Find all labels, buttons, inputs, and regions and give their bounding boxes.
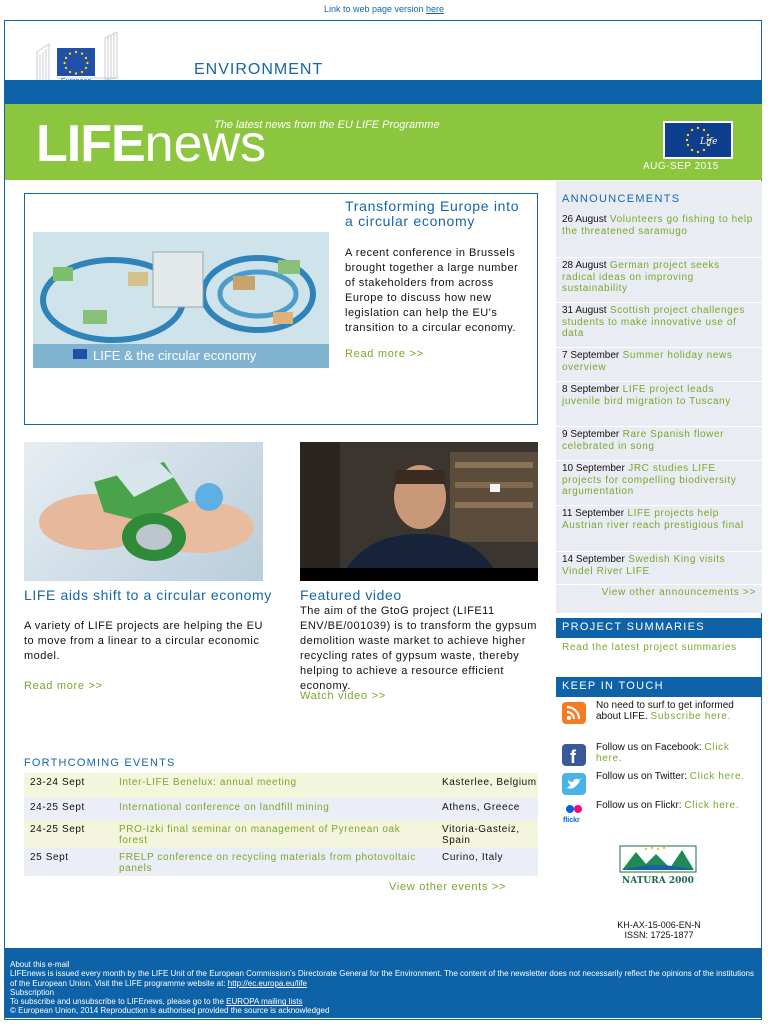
web-version-bar bbox=[0, 4, 768, 14]
announcement-item[interactable] bbox=[556, 348, 762, 382]
event-location: Kasterlee, Belgium bbox=[442, 777, 537, 788]
web-version-text: Link to web page version bbox=[323, 4, 427, 14]
announcement-item[interactable] bbox=[556, 506, 762, 552]
feature-read-more-link[interactable]: Read more >> bbox=[345, 348, 424, 360]
announcement-item[interactable] bbox=[556, 461, 762, 506]
natura-label: NATURA 2000 bbox=[622, 876, 694, 886]
event-date: 24-25 Sept bbox=[30, 802, 85, 813]
web-version-link[interactable]: here bbox=[426, 4, 445, 14]
announcement-date: 8 September bbox=[562, 384, 620, 395]
view-other-events-link[interactable]: View other events >> bbox=[389, 881, 507, 893]
event-date: 25 Sept bbox=[30, 852, 69, 863]
announcement-item[interactable] bbox=[556, 212, 762, 258]
life-flag-icon bbox=[663, 121, 733, 159]
facebook-follow[interactable] bbox=[562, 742, 762, 770]
event-location: Athens, Greece bbox=[442, 802, 520, 813]
announcement-item[interactable] bbox=[556, 382, 762, 427]
announcement-link[interactable]: Summer holiday news overview bbox=[562, 350, 733, 373]
announcement-date: 26 August bbox=[562, 214, 607, 225]
rss-subscribe[interactable] bbox=[562, 700, 762, 728]
svg-text:flickr: flickr bbox=[563, 817, 580, 824]
featured-video-body: The aim of the GtoG project (LIFE11 ENV/BE/001039) is to transform the gypsum demolition waste market to achieve higher recycling rates of gypsum waste, thereby helping to achieve a resource efficient economy. bbox=[300, 605, 537, 692]
flickr-text: Follow us on Flickr: Click here. bbox=[596, 800, 740, 811]
logo-life: LIFE bbox=[36, 115, 145, 173]
announcement-date: 31 August bbox=[562, 305, 607, 316]
twitter-text: Follow us on Twitter: Click here. bbox=[596, 771, 745, 782]
watch-video-link[interactable]: Watch video >> bbox=[300, 690, 386, 702]
mailing-lists-link[interactable]: EUROPA mailing lists bbox=[226, 997, 303, 1007]
subscription-text: To subscribe and unsubscribe to LIFEnews, please go to the EUROPA mailing lists bbox=[10, 997, 303, 1007]
svg-text:f: f bbox=[570, 747, 576, 766]
issn-number: ISSN: 1725-1877 bbox=[624, 930, 694, 940]
announcement-link[interactable]: Volunteers go fishing to help the threatened saramugo bbox=[562, 214, 753, 237]
announcement-link[interactable]: Scottish project challenges students to make innovative use of data bbox=[562, 305, 746, 339]
rss-icon[interactable] bbox=[562, 702, 586, 724]
facebook-link[interactable]: Click here. bbox=[596, 742, 730, 764]
flickr-icon[interactable] bbox=[562, 802, 586, 824]
flickr-follow[interactable] bbox=[562, 800, 762, 828]
event-link[interactable]: FRELP conference on recycling materials from photovoltaic panels bbox=[119, 852, 416, 874]
announcement-link[interactable]: LIFE project leads juvenile bird migration to Tuscany bbox=[562, 384, 731, 407]
section-title: ENVIRONMENT bbox=[194, 61, 324, 78]
announcement-item[interactable] bbox=[556, 303, 762, 348]
featured-video-title[interactable]: Featured video bbox=[300, 587, 402, 603]
announcements-heading: ANNOUNCEMENTS bbox=[562, 193, 681, 205]
natura-2000-logo bbox=[616, 842, 700, 886]
announcement-link[interactable]: JRC studies LIFE projects for compelling biodiversity argumentation bbox=[562, 463, 737, 497]
feature-title[interactable]: Transforming Europe into a circular economy bbox=[345, 198, 520, 229]
circular-economy-article-body: A variety of LIFE projects are helping the EU to move from a linear to a circular economic model. bbox=[24, 620, 263, 662]
announcement-item[interactable] bbox=[556, 258, 762, 303]
announcement-date: 9 September bbox=[562, 429, 620, 440]
life-website-link[interactable]: http://ec.europa.eu/life bbox=[227, 978, 307, 988]
rss-subscribe-link[interactable]: Subscribe here. bbox=[650, 711, 732, 722]
footer bbox=[5, 948, 762, 1018]
event-date: 23-24 Sept bbox=[30, 777, 85, 788]
twitter-follow[interactable] bbox=[562, 771, 762, 799]
event-location: Curino, Italy bbox=[442, 852, 504, 863]
issn-block bbox=[606, 920, 712, 940]
project-summaries-heading: PROJECT SUMMARIES bbox=[556, 618, 762, 638]
event-link[interactable]: Inter-LIFE Benelux: annual meeting bbox=[119, 777, 297, 788]
event-row bbox=[24, 798, 538, 820]
logo-news: news bbox=[144, 115, 267, 173]
featured-video-thumbnail[interactable] bbox=[300, 442, 538, 581]
event-row bbox=[24, 773, 538, 798]
issue-date: AUG-SEP 2015 bbox=[643, 161, 719, 172]
subscription-heading: Subscription bbox=[10, 987, 55, 997]
announcement-link[interactable]: Swedish King visits Vindel River LIFE bbox=[562, 554, 726, 577]
facebook-text: Follow us on Facebook: Click here. bbox=[596, 742, 730, 764]
event-link[interactable]: PRO-Izki final seminar on management of Pyrenean oak forest bbox=[119, 824, 401, 846]
announcement-link[interactable]: Rare Spanish flower celebrated in song bbox=[562, 429, 725, 452]
announcement-link[interactable]: German project seeks radical ideas on improving sustainability bbox=[562, 260, 720, 294]
about-heading: About this e-mail bbox=[10, 960, 70, 969]
crushed-cans-image[interactable] bbox=[24, 442, 263, 581]
about-text: LIFEnews is issued every month by the LIFE Unit of the European Commission's Directorate General for the Environment. The content of the newsletter does not necessarily reflect the opinions of the institutions of the European Union. Visit the LIFE programme website at: http://ec.europa.eu/life bbox=[10, 969, 754, 988]
tagline: The latest news from the EU LIFE Programme bbox=[214, 119, 440, 131]
announcement-date: 10 September bbox=[562, 463, 625, 474]
view-other-announcements-link[interactable]: View other announcements >> bbox=[601, 587, 756, 598]
twitter-icon[interactable] bbox=[562, 773, 586, 795]
events-heading: FORTHCOMING EVENTS bbox=[24, 757, 176, 769]
circular-economy-image[interactable] bbox=[33, 232, 329, 368]
rss-text: No need to surf to get informed about LIFE. Subscribe here. bbox=[596, 700, 734, 722]
circular-economy-article-title[interactable]: LIFE aids shift to a circular economy bbox=[24, 587, 272, 603]
event-date: 24-25 Sept bbox=[30, 824, 85, 835]
announcement-date: 7 September bbox=[562, 350, 620, 361]
twitter-link[interactable]: Click here. bbox=[689, 771, 745, 782]
flag-text: Life bbox=[700, 137, 718, 147]
keep-in-touch-heading: KEEP IN TOUCH bbox=[556, 677, 762, 697]
announcement-date: 14 September bbox=[562, 554, 625, 565]
circular-economy-read-more-link[interactable]: Read more >> bbox=[24, 680, 103, 692]
feature-body: A recent conference in Brussels brought together a large number of stakeholders from across Europe to discuss how new legislation can help the EU's transition to a circular economy. bbox=[345, 247, 519, 334]
event-row bbox=[24, 820, 538, 848]
event-link[interactable]: International conference on landfill mining bbox=[119, 802, 330, 813]
announcement-date: 28 August bbox=[562, 260, 607, 271]
event-row bbox=[24, 848, 538, 876]
flickr-link[interactable]: Click here. bbox=[684, 800, 740, 811]
event-location: Vitoria-Gasteiz, Spain bbox=[442, 824, 520, 846]
announcement-date: 11 September bbox=[562, 508, 625, 519]
catalogue-code: KH-AX-15-006-EN-N bbox=[617, 920, 701, 930]
facebook-icon[interactable] bbox=[562, 744, 586, 766]
project-summaries-link[interactable]: Read the latest project summaries bbox=[562, 642, 737, 653]
announcement-link[interactable]: LIFE projects help Austrian river reach prestigious final bbox=[562, 508, 744, 531]
header-blue-bar bbox=[5, 80, 762, 104]
copyright: © European Union, 2014 Reproduction is authorised provided the source is acknowledged bbox=[10, 1006, 330, 1016]
announcement-item[interactable] bbox=[556, 427, 762, 461]
events-table bbox=[24, 773, 538, 876]
announcement-item[interactable] bbox=[556, 552, 762, 585]
image-caption: LIFE & the circular economy bbox=[93, 348, 257, 363]
